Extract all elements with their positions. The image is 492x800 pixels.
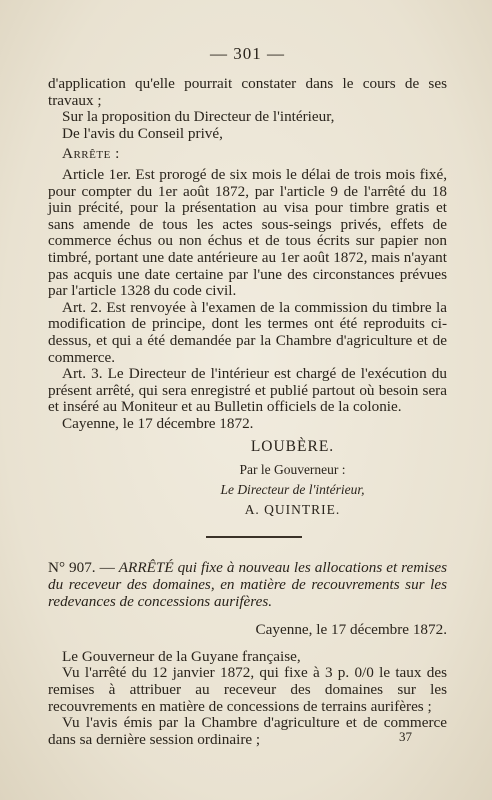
page-number: — 301 — bbox=[210, 44, 285, 63]
paragraph-continuation: d'application qu'elle pourrait constater dans le cours de ses travaux ; bbox=[48, 75, 447, 109]
arrete-heading: Arrête : bbox=[62, 145, 120, 163]
paragraph-avis: De l'avis du Conseil privé, bbox=[62, 124, 223, 142]
paragraph-gouverneur: Le Gouverneur de la Guyane française, bbox=[62, 647, 301, 665]
decree-number: N° 907. — bbox=[48, 559, 115, 577]
decree-date: Cayenne, le 17 décembre 1872. bbox=[255, 621, 447, 639]
signature-governor: LOUBÈRE. bbox=[250, 438, 335, 456]
paragraph-vu-arrete: Vu l'arrêté du 12 janvier 1872, qui fixe à 3 p. 0/0 le taux des remises à attribuer au receveur des domaines sur les recouvrements en matière de concessions de terrains aurifères ; bbox=[48, 664, 447, 715]
paragraph-vu-avis: Vu l'avis émis par la Chambre d'agriculture et de commerce dans sa dernière session ordinaire ; bbox=[48, 714, 447, 748]
decree-heading bbox=[48, 560, 447, 610]
signature-directeur-name: A. QUINTRIE. bbox=[244, 502, 341, 518]
signature-directeur-title: Le Directeur de l'intérieur, bbox=[220, 482, 365, 498]
section-divider bbox=[206, 536, 302, 538]
article-3: Art. 3. Le Directeur de l'intérieur est chargé de l'exécution du présent arrêté, qui sera enregistré et publié partout où besoin sera et inséré au Moniteur et au Bulletin officiels de la colonie. bbox=[48, 365, 447, 416]
article-2: Art. 2. Est renvoyée à l'examen de la commission du timbre la modification de principe, dont les termes ont été reproduits ci-dessus, et qui a été demandée par la Chambre d'agriculture et de commerce. bbox=[48, 298, 447, 366]
signature-par-gouverneur: Par le Gouverneur : bbox=[239, 462, 346, 478]
paragraph-proposition: Sur la proposition du Directeur de l'intérieur, bbox=[62, 108, 335, 126]
signature-mark: 37 bbox=[399, 729, 412, 744]
place-date: Cayenne, le 17 décembre 1872. bbox=[62, 414, 254, 432]
article-1: Article 1er. Est prorogé de six mois le délai de trois mois fixé, pour compter du 1er août 1872, par l'article 9 de l'arrêté du 18 juin précité, pour la présentation au visa pour timbre gratis et sans amende de tous les actes sous-seings privés, effets de commerce échus ou non échus et de tous écrits sur papier non timbré, portant une date antérieure au 1er août 1872, mais n'ayant pas acquis une date certaine par l'une des circonstances prévues par l'article 1328 du code civil. bbox=[48, 165, 447, 300]
decree-title: ARRÊTÉ qui fixe à nouveau les allocations et remises du receveur des domaines, en matière de recouvrements sur les redevances de concessions aurifères. bbox=[48, 559, 448, 610]
